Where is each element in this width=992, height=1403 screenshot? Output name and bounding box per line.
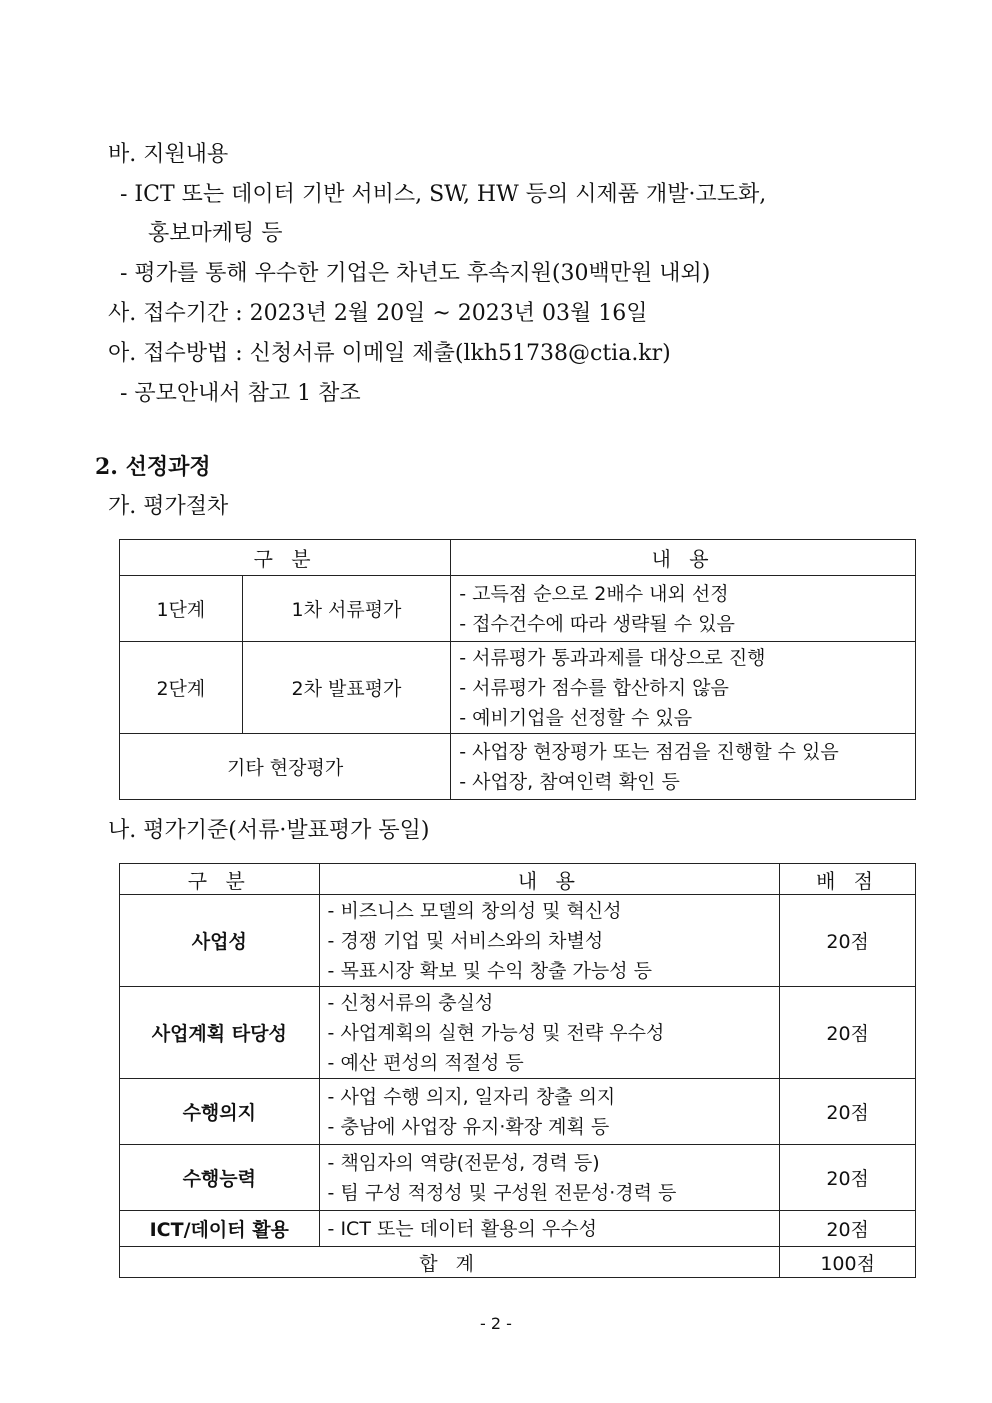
criteria-header-category: 구 분 [120,864,320,895]
list-item: - 서류평가 통과과제를 대상으로 진행 [459,646,766,669]
criteria-category-3: 수행의지 [120,1079,320,1145]
procedure-stage-2: 2단계 [120,642,243,734]
procedure-name-3: 기타 현장평가 [120,734,451,800]
criteria-row-1 [120,895,916,987]
list-item: - 충남에 사업장 유지·확장 계획 등 [327,1115,610,1138]
procedure-name-2: 2차 발표평가 [242,642,450,734]
criteria-category-2: 사업계획 타당성 [120,987,320,1079]
criteria-category-1: 사업성 [120,895,320,987]
support-line-1-cont: 홍보마케팅 등 [148,221,283,246]
criteria-items-4 [319,1145,780,1211]
list-item: - 예산 편성의 적절성 등 [327,1051,524,1074]
criteria-title: 나. 평가기준(서류·발표평가 동일) [108,818,430,843]
application-note: - 공모안내서 참고 1 참조 [120,381,361,406]
list-item: - 사업장 현장평가 또는 점검을 진행할 수 있음 [459,740,839,763]
criteria-total-score: 100점 [780,1247,916,1278]
criteria-items-5 [319,1211,780,1247]
criteria-header-row [120,864,916,895]
criteria-items-1 [319,895,780,987]
page-number: - 2 - [480,1314,512,1333]
procedure-table [119,539,916,800]
procedure-row-3 [120,734,916,800]
criteria-row-2 [120,987,916,1079]
criteria-category-4: 수행능력 [120,1145,320,1211]
application-period: 사. 접수기간 : 2023년 2월 20일 ~ 2023년 03월 16일 [108,301,648,326]
list-item: - ICT 또는 데이터 활용의 우수성 [327,1217,597,1240]
procedure-header-category: 구 분 [120,540,451,576]
criteria-table [119,863,916,1278]
list-item: - 사업 수행 의지, 일자리 창출 의지 [327,1085,616,1108]
list-item: - 팀 구성 적정성 및 구성원 전문성·경력 등 [327,1181,677,1204]
support-line-2: - 평가를 통해 우수한 기업은 차년도 후속지원(30백만원 내외) [120,261,711,286]
list-item: - 책임자의 역량(전문성, 경력 등) [327,1151,600,1174]
criteria-items-3 [319,1079,780,1145]
procedure-row-2 [120,642,916,734]
support-title: 바. 지원내용 [108,142,229,167]
list-item: - 사업계획의 실현 가능성 및 전략 우수성 [327,1021,665,1044]
criteria-row-5 [120,1211,916,1247]
procedure-header-content: 내 용 [451,540,916,576]
list-item: - 사업장, 참여인력 확인 등 [459,770,680,793]
application-method: 아. 접수방법 : 신청서류 이메일 제출(lkh51738@ctia.kr) [108,341,671,366]
procedure-title: 가. 평가절차 [108,494,229,519]
procedure-items-2 [451,642,916,734]
support-line-1: - ICT 또는 데이터 기반 서비스, SW, HW 등의 시제품 개발·고도화, [120,182,767,207]
section-2-title: 2. 선정과정 [95,454,211,480]
criteria-category-5: ICT/데이터 활용 [120,1211,320,1247]
criteria-score-1: 20점 [780,895,916,987]
criteria-items-2 [319,987,780,1079]
list-item: - 경쟁 기업 및 서비스와의 차별성 [327,929,604,952]
criteria-score-5: 20점 [780,1211,916,1247]
list-item: - 접수건수에 따라 생략될 수 있음 [459,612,735,635]
procedure-items-3 [451,734,916,800]
criteria-header-score: 배 점 [780,864,916,895]
list-item: - 목표시장 확보 및 수익 창출 가능성 등 [327,959,652,982]
procedure-items-1 [451,576,916,642]
criteria-total-label: 합 계 [120,1247,780,1278]
procedure-row-1 [120,576,916,642]
list-item: - 비즈니스 모델의 창의성 및 혁신성 [327,899,622,922]
list-item: - 고득점 순으로 2배수 내외 선정 [459,582,729,605]
list-item: - 신청서류의 충실성 [327,991,494,1014]
criteria-row-4 [120,1145,916,1211]
criteria-row-3 [120,1079,916,1145]
list-item: - 예비기업을 선정할 수 있음 [459,706,693,729]
criteria-total-row [120,1247,916,1278]
procedure-header-row [120,540,916,576]
criteria-score-2: 20점 [780,987,916,1079]
criteria-header-content: 내 용 [319,864,780,895]
procedure-stage-1: 1단계 [120,576,243,642]
criteria-score-3: 20점 [780,1079,916,1145]
procedure-name-1: 1차 서류평가 [242,576,450,642]
criteria-score-4: 20점 [780,1145,916,1211]
list-item: - 서류평가 점수를 합산하지 않음 [459,676,729,699]
